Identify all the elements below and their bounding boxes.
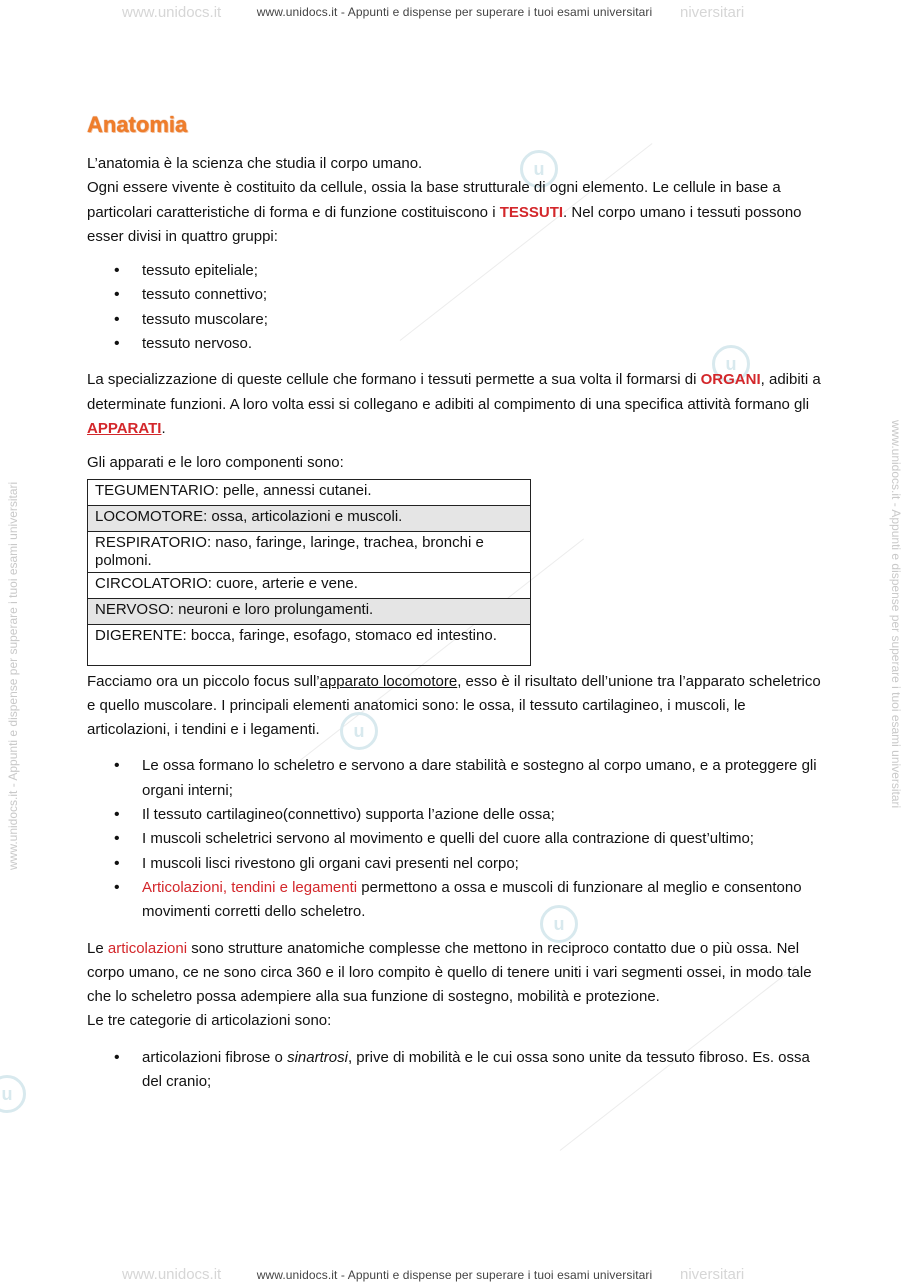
organs-paragraph xyxy=(87,368,832,441)
unidocs-logo-icon: u xyxy=(340,712,378,750)
joints-categories-intro: Le tre categorie di articolazioni sono: xyxy=(87,1012,332,1030)
joints-text-a: Le xyxy=(87,939,108,957)
organs-text-c: . xyxy=(161,419,166,437)
table-cell: RESPIRATORIO: naso, faringe, laringe, trachea, bronchi e polmoni. xyxy=(95,533,484,569)
locomotor-text-a: Facciamo ora un piccolo focus sull’ xyxy=(87,672,320,690)
list-item: • Le ossa formano lo scheletro e servono a dare stabilità e sostegno al corpo umano, e a proteggere gli organi interni; xyxy=(87,754,832,803)
sinartrosi-term: sinartrosi xyxy=(287,1048,348,1066)
document-body xyxy=(87,112,832,1094)
table-cell: TEGUMENTARIO: pelle, annessi cutanei. xyxy=(95,481,372,499)
table-row xyxy=(88,531,531,572)
intro-line: L’anatomia è la scienza che studia il corpo umano. xyxy=(87,155,423,172)
unidocs-logo-icon: u xyxy=(520,150,558,188)
organi-keyword: ORGANI xyxy=(700,371,761,389)
watermark-faint-top-left: www.unidocs.it xyxy=(122,4,222,21)
watermark-faint-top-right: niversitari xyxy=(680,4,745,21)
unidocs-logo-icon: u xyxy=(540,905,578,943)
table-row xyxy=(88,624,531,665)
footer-watermark: www.unidocs.it - Appunti e dispense per superare i tuoi esami universitari xyxy=(256,1268,653,1282)
unidocs-logo-icon: u xyxy=(0,1075,26,1113)
list-item-rest: permettono a ossa e muscoli di funzionare al meglio e consentono movimenti corretti dello scheletro. xyxy=(142,878,802,921)
table-cell: DIGERENTE: bocca, faringe, esofago, stomaco ed intestino. xyxy=(95,626,497,644)
list-item xyxy=(87,876,832,925)
side-watermark-left: www.unidocs.it - Appunti e dispense per superare i tuoi esami universitari xyxy=(6,481,20,870)
table-row xyxy=(88,505,531,531)
table-cell: NERVOSO: neuroni e loro prolungamenti. xyxy=(95,600,374,618)
systems-intro: Gli apparati e le loro componenti sono: xyxy=(87,454,344,472)
intro-text-a: Ogni essere vivente è costituito da cellule, ossia la base strutturale di ogni elemento. Le cellule in base a particolari caratteristiche di forma e di funzione costituiscono i xyxy=(87,179,781,221)
articolazioni-keyword: articolazioni xyxy=(107,939,188,957)
watermark-faint-bottom-right: niversitari xyxy=(680,1266,745,1283)
list-item: • tessuto muscolare; xyxy=(87,308,832,332)
table-row xyxy=(88,479,531,505)
locomotor-text-b: , esso è il risultato dell’unione tra l’apparato scheletrico e quello muscolare. I principali elementi anatomici sono: le ossa, il tessuto cartilagineo, i muscoli, le articolazioni, i tendini e i legamenti. xyxy=(87,672,821,739)
joints-text-b: sono strutture anatomiche complesse che mettono in reciproco contatto due o più ossa. Nel corpo umano, ce ne sono circa 360 e il loro compito è quello di tenere uniti i vari segmenti ossei, in modo tale che lo scheletro possa adempiere alla sua funzione di sostegno, mobilità e protezione. xyxy=(87,939,812,1006)
locomotor-list xyxy=(87,754,832,924)
joints-paragraph xyxy=(87,937,832,1010)
intro-paragraph xyxy=(87,176,832,249)
joint-type-text-a: articolazioni fibrose o xyxy=(142,1048,288,1066)
articolazioni-tendini-keyword: Articolazioni, tendini e legamenti xyxy=(142,878,358,896)
list-item: • tessuto connettivo; xyxy=(87,283,832,307)
list-item: • tessuto nervoso. xyxy=(87,332,832,356)
apparati-keyword: APPARATI xyxy=(87,419,162,437)
tissue-list xyxy=(87,259,832,356)
organs-text-a: La specializzazione di queste cellule che formano i tessuti permette a sua volta il formarsi di xyxy=(87,371,701,389)
list-item xyxy=(87,1046,832,1095)
intro-text-b: . Nel corpo umano i tessuti possono esser divisi in quattro gruppi: xyxy=(87,203,802,245)
joint-type-text-b: , prive di mobilità e le cui ossa sono unite da tessuto fibroso. Es. ossa del cranio; xyxy=(142,1048,810,1091)
list-item: • I muscoli lisci rivestono gli organi cavi presenti nel corpo; xyxy=(87,852,832,876)
page-title: Anatomia xyxy=(87,112,188,137)
list-item: • I muscoli scheletrici servono al movimento e quelli del cuore alla contrazione di quest’ultimo; xyxy=(87,827,832,851)
watermark-faint-bottom-left: www.unidocs.it xyxy=(122,1266,222,1283)
table-cell: LOCOMOTORE: ossa, articolazioni e muscoli. xyxy=(95,507,403,525)
joint-types-list xyxy=(87,1046,832,1095)
table-cell: CIRCOLATORIO: cuore, arterie e vene. xyxy=(95,574,358,592)
table-row xyxy=(88,572,531,598)
systems-table xyxy=(87,479,531,666)
organs-text-b: , adibiti a determinate funzioni. A loro volta essi si collegano e adibiti al compimento di una specifica attività formano gli xyxy=(87,371,821,413)
list-item: • tessuto epiteliale; xyxy=(87,259,832,283)
header-watermark: www.unidocs.it - Appunti e dispense per superare i tuoi esami universitari xyxy=(256,5,653,19)
unidocs-logo-icon: u xyxy=(712,345,750,383)
list-item: • Il tessuto cartilagineo(connettivo) supporta l’azione delle ossa; xyxy=(87,803,832,827)
tessuti-keyword: TESSUTI xyxy=(499,203,564,221)
locomotor-paragraph xyxy=(87,670,832,743)
table-row xyxy=(88,598,531,624)
apparato-locomotore-link: apparato locomotore xyxy=(319,672,458,690)
side-watermark-right: www.unidocs.it - Appunti e dispense per superare i tuoi esami universitari xyxy=(889,420,903,809)
